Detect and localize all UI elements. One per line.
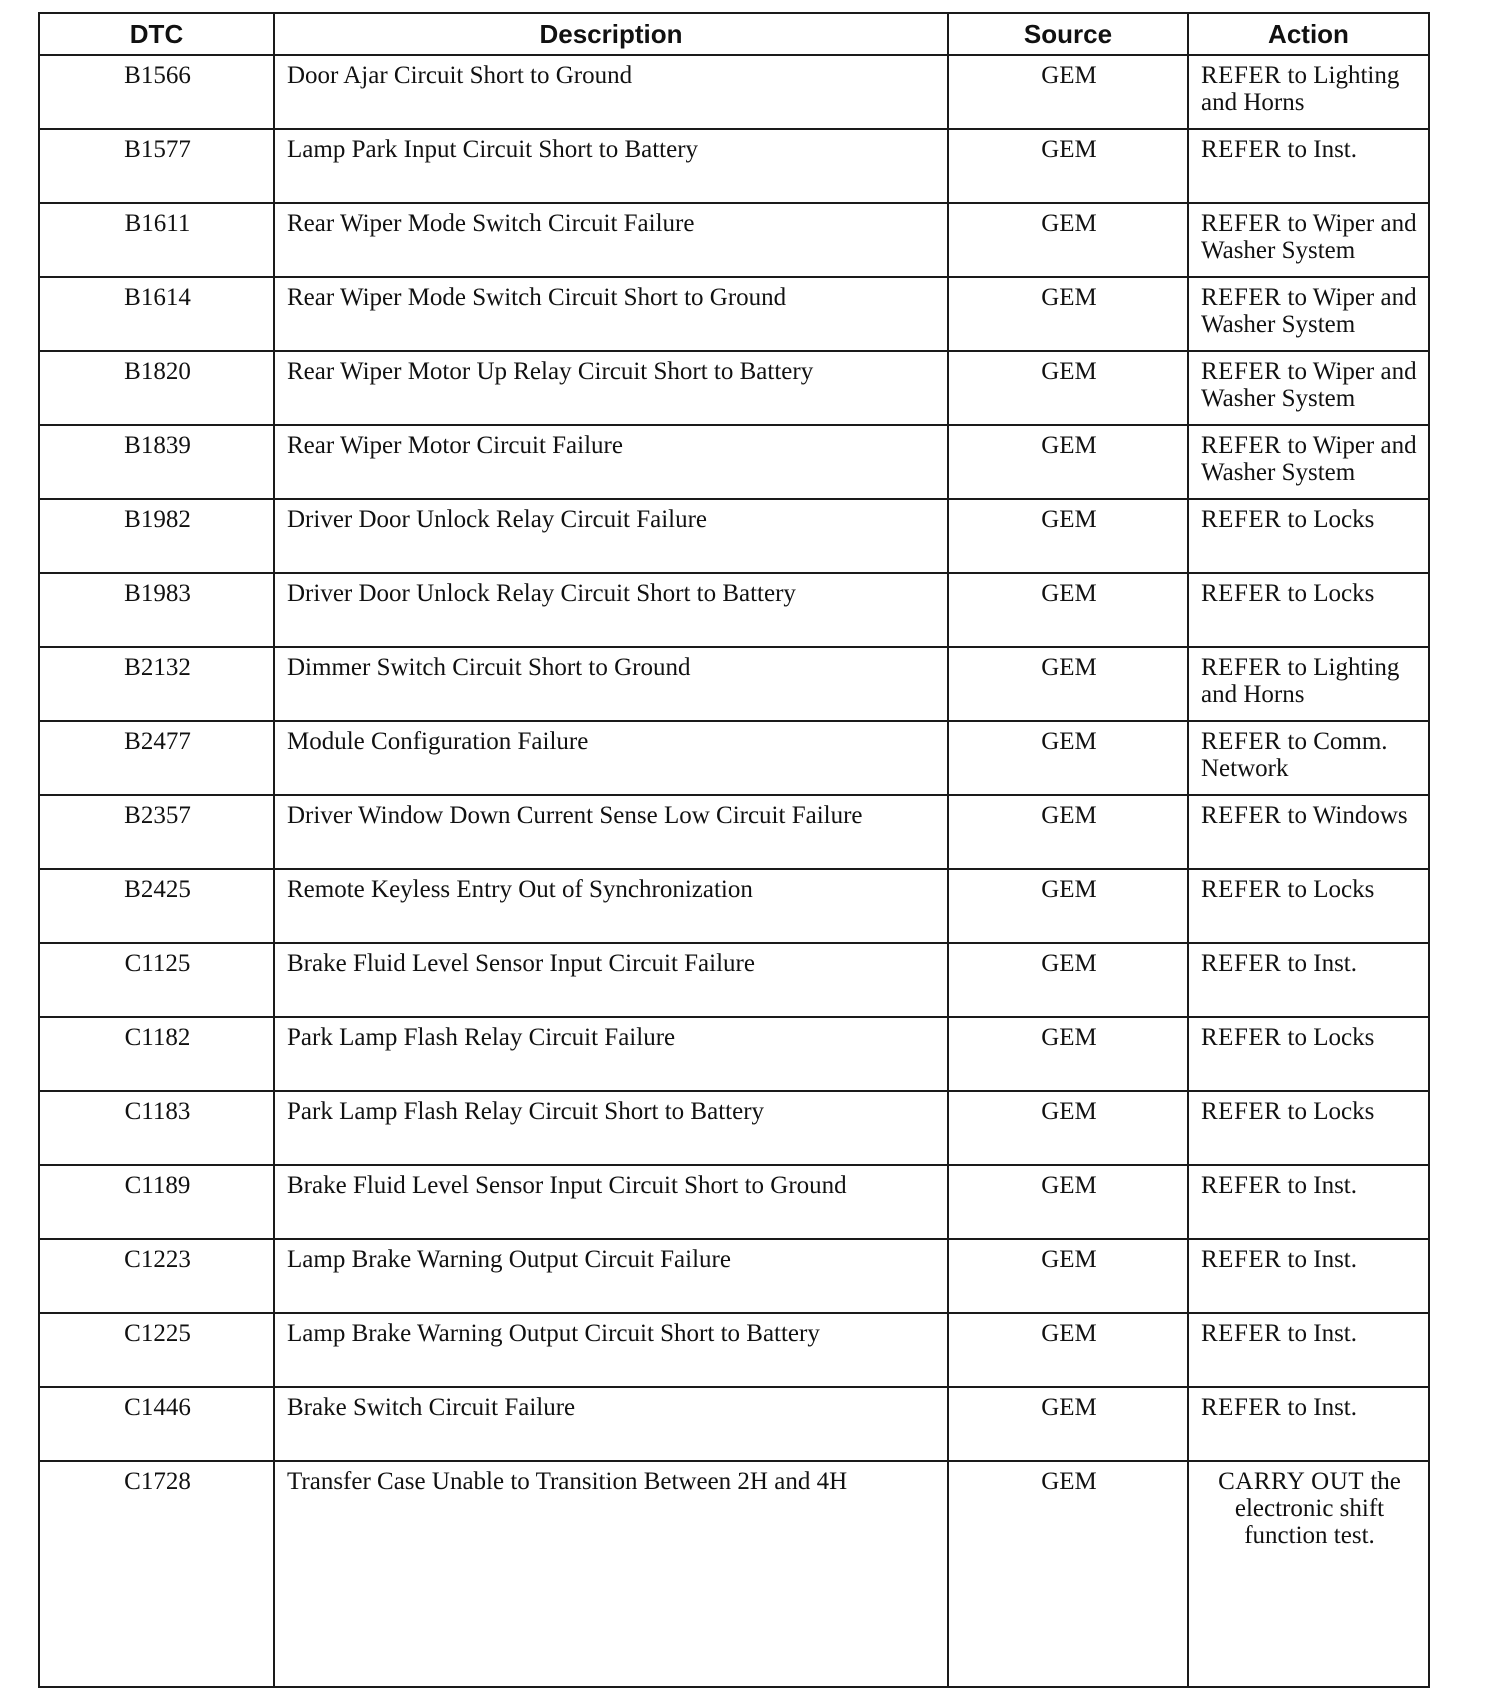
- dtc-source: GEM: [948, 1239, 1188, 1313]
- dtc-table: [38, 12, 1430, 1688]
- table-row: [39, 55, 1429, 129]
- action-text: to Inst.: [1281, 950, 1357, 977]
- table-row: [39, 795, 1429, 869]
- action-keyword: REFER: [1201, 728, 1282, 755]
- table-row: [39, 1165, 1429, 1239]
- dtc-action: [1188, 647, 1429, 721]
- dtc-action: [1188, 1313, 1429, 1387]
- action-keyword: REFER: [1201, 432, 1282, 459]
- action-text: to Inst.: [1281, 1394, 1357, 1421]
- action-keyword: REFER: [1201, 1320, 1282, 1347]
- dtc-source: GEM: [948, 499, 1188, 573]
- dtc-description: Brake Switch Circuit Failure: [274, 1387, 948, 1461]
- dtc-source: GEM: [948, 1091, 1188, 1165]
- dtc-source: GEM: [948, 721, 1188, 795]
- action-keyword: REFER: [1201, 1246, 1282, 1273]
- dtc-description: Lamp Brake Warning Output Circuit Short to Battery: [274, 1313, 948, 1387]
- dtc-code: C1728: [39, 1461, 274, 1687]
- dtc-code: C1183: [39, 1091, 274, 1165]
- action-keyword: REFER: [1201, 506, 1282, 533]
- dtc-source: GEM: [948, 1017, 1188, 1091]
- action-keyword: REFER: [1201, 210, 1282, 237]
- action-keyword: REFER: [1201, 950, 1282, 977]
- dtc-code: B1577: [39, 129, 274, 203]
- action-text: to Inst.: [1281, 1320, 1357, 1347]
- table-row: [39, 351, 1429, 425]
- dtc-description: Rear Wiper Mode Switch Circuit Failure: [274, 203, 948, 277]
- action-text: to Wiper and Washer System: [1201, 358, 1417, 412]
- dtc-action: [1188, 795, 1429, 869]
- action-text: to Wiper and Washer System: [1201, 284, 1417, 338]
- action-keyword: REFER: [1201, 136, 1282, 163]
- dtc-action: [1188, 1387, 1429, 1461]
- dtc-description: Driver Door Unlock Relay Circuit Failure: [274, 499, 948, 573]
- action-text: to Inst.: [1281, 1172, 1357, 1199]
- dtc-description: Rear Wiper Motor Up Relay Circuit Short to Battery: [274, 351, 948, 425]
- dtc-source: GEM: [948, 1387, 1188, 1461]
- dtc-code: C1125: [39, 943, 274, 1017]
- dtc-action: [1188, 1165, 1429, 1239]
- dtc-code: B1611: [39, 203, 274, 277]
- table-row: [39, 1239, 1429, 1313]
- header-description: Description: [274, 13, 948, 55]
- dtc-code: C1223: [39, 1239, 274, 1313]
- action-keyword: REFER: [1201, 62, 1282, 89]
- dtc-code: C1189: [39, 1165, 274, 1239]
- dtc-code: B2425: [39, 869, 274, 943]
- dtc-action: [1188, 1461, 1429, 1687]
- dtc-code: C1225: [39, 1313, 274, 1387]
- action-text: to Lighting and Horns: [1201, 62, 1400, 116]
- dtc-description: Remote Keyless Entry Out of Synchronization: [274, 869, 948, 943]
- dtc-description: Dimmer Switch Circuit Short to Ground: [274, 647, 948, 721]
- dtc-code: C1182: [39, 1017, 274, 1091]
- dtc-code: C1446: [39, 1387, 274, 1461]
- table-row: [39, 1461, 1429, 1687]
- action-keyword: REFER: [1201, 802, 1282, 829]
- action-text: the electronic shift function test.: [1234, 1468, 1401, 1549]
- dtc-description: Rear Wiper Mode Switch Circuit Short to Ground: [274, 277, 948, 351]
- action-text: to Wiper and Washer System: [1201, 210, 1417, 264]
- dtc-action: [1188, 573, 1429, 647]
- dtc-code: B1839: [39, 425, 274, 499]
- dtc-code: B1983: [39, 573, 274, 647]
- dtc-source: GEM: [948, 129, 1188, 203]
- table-row: [39, 499, 1429, 573]
- action-text: to Locks: [1281, 580, 1375, 607]
- action-text: to Inst.: [1281, 1246, 1357, 1273]
- dtc-source: GEM: [948, 425, 1188, 499]
- dtc-source: GEM: [948, 647, 1188, 721]
- dtc-code: B1614: [39, 277, 274, 351]
- dtc-source: GEM: [948, 795, 1188, 869]
- dtc-description: Park Lamp Flash Relay Circuit Failure: [274, 1017, 948, 1091]
- header-dtc: DTC: [39, 13, 274, 55]
- table-row: [39, 129, 1429, 203]
- cropped-heading-fragment: [36, 0, 1426, 10]
- dtc-action: [1188, 499, 1429, 573]
- dtc-action: [1188, 943, 1429, 1017]
- dtc-description: Lamp Brake Warning Output Circuit Failure: [274, 1239, 948, 1313]
- dtc-code: B1820: [39, 351, 274, 425]
- dtc-code: B2132: [39, 647, 274, 721]
- action-keyword: REFER: [1201, 654, 1282, 681]
- dtc-description: Rear Wiper Motor Circuit Failure: [274, 425, 948, 499]
- table-header-row: [39, 13, 1429, 55]
- dtc-source: GEM: [948, 573, 1188, 647]
- action-text: to Inst.: [1281, 136, 1357, 163]
- table-row: [39, 647, 1429, 721]
- dtc-action: [1188, 277, 1429, 351]
- dtc-description: Module Configuration Failure: [274, 721, 948, 795]
- table-row: [39, 203, 1429, 277]
- dtc-code: B1566: [39, 55, 274, 129]
- action-keyword: REFER: [1201, 876, 1282, 903]
- dtc-action: [1188, 129, 1429, 203]
- table-row: [39, 573, 1429, 647]
- action-text: to Windows: [1281, 802, 1408, 829]
- dtc-source: GEM: [948, 869, 1188, 943]
- dtc-source: GEM: [948, 1461, 1188, 1687]
- dtc-source: GEM: [948, 203, 1188, 277]
- action-keyword: REFER: [1201, 1024, 1282, 1051]
- dtc-description: Lamp Park Input Circuit Short to Battery: [274, 129, 948, 203]
- action-text: to Locks: [1281, 876, 1375, 903]
- dtc-action: [1188, 721, 1429, 795]
- dtc-source: GEM: [948, 55, 1188, 129]
- action-text: to Locks: [1281, 1098, 1375, 1125]
- table-row: [39, 1387, 1429, 1461]
- header-action: Action: [1188, 13, 1429, 55]
- dtc-action: [1188, 55, 1429, 129]
- dtc-source: GEM: [948, 351, 1188, 425]
- dtc-description: Transfer Case Unable to Transition Between 2H and 4H: [274, 1461, 948, 1687]
- dtc-code: B2357: [39, 795, 274, 869]
- dtc-action: [1188, 1091, 1429, 1165]
- header-source: Source: [948, 13, 1188, 55]
- action-keyword: CARRY OUT: [1218, 1468, 1365, 1495]
- table-row: [39, 277, 1429, 351]
- dtc-description: Park Lamp Flash Relay Circuit Short to Battery: [274, 1091, 948, 1165]
- dtc-description: Driver Window Down Current Sense Low Circuit Failure: [274, 795, 948, 869]
- dtc-description: Brake Fluid Level Sensor Input Circuit Failure: [274, 943, 948, 1017]
- action-keyword: REFER: [1201, 1172, 1282, 1199]
- table-row: [39, 1017, 1429, 1091]
- table-row: [39, 943, 1429, 1017]
- dtc-description: Brake Fluid Level Sensor Input Circuit Short to Ground: [274, 1165, 948, 1239]
- dtc-action: [1188, 869, 1429, 943]
- dtc-code: B1982: [39, 499, 274, 573]
- table-row: [39, 1091, 1429, 1165]
- action-text: to Comm. Network: [1201, 728, 1388, 782]
- action-keyword: REFER: [1201, 1394, 1282, 1421]
- action-text: to Locks: [1281, 506, 1375, 533]
- action-keyword: REFER: [1201, 580, 1282, 607]
- table-row: [39, 721, 1429, 795]
- dtc-action: [1188, 1017, 1429, 1091]
- action-keyword: REFER: [1201, 358, 1282, 385]
- dtc-source: GEM: [948, 1313, 1188, 1387]
- dtc-action: [1188, 1239, 1429, 1313]
- table-row: [39, 1313, 1429, 1387]
- action-keyword: REFER: [1201, 1098, 1282, 1125]
- action-text: to Lighting and Horns: [1201, 654, 1400, 708]
- dtc-source: GEM: [948, 1165, 1188, 1239]
- action-text: to Locks: [1281, 1024, 1375, 1051]
- table-row: [39, 869, 1429, 943]
- dtc-description: Door Ajar Circuit Short to Ground: [274, 55, 948, 129]
- dtc-action: [1188, 203, 1429, 277]
- dtc-action: [1188, 425, 1429, 499]
- dtc-source: GEM: [948, 277, 1188, 351]
- dtc-source: GEM: [948, 943, 1188, 1017]
- action-text: to Wiper and Washer System: [1201, 432, 1417, 486]
- action-keyword: REFER: [1201, 284, 1282, 311]
- dtc-description: Driver Door Unlock Relay Circuit Short to Battery: [274, 573, 948, 647]
- dtc-code: B2477: [39, 721, 274, 795]
- table-row: [39, 425, 1429, 499]
- dtc-action: [1188, 351, 1429, 425]
